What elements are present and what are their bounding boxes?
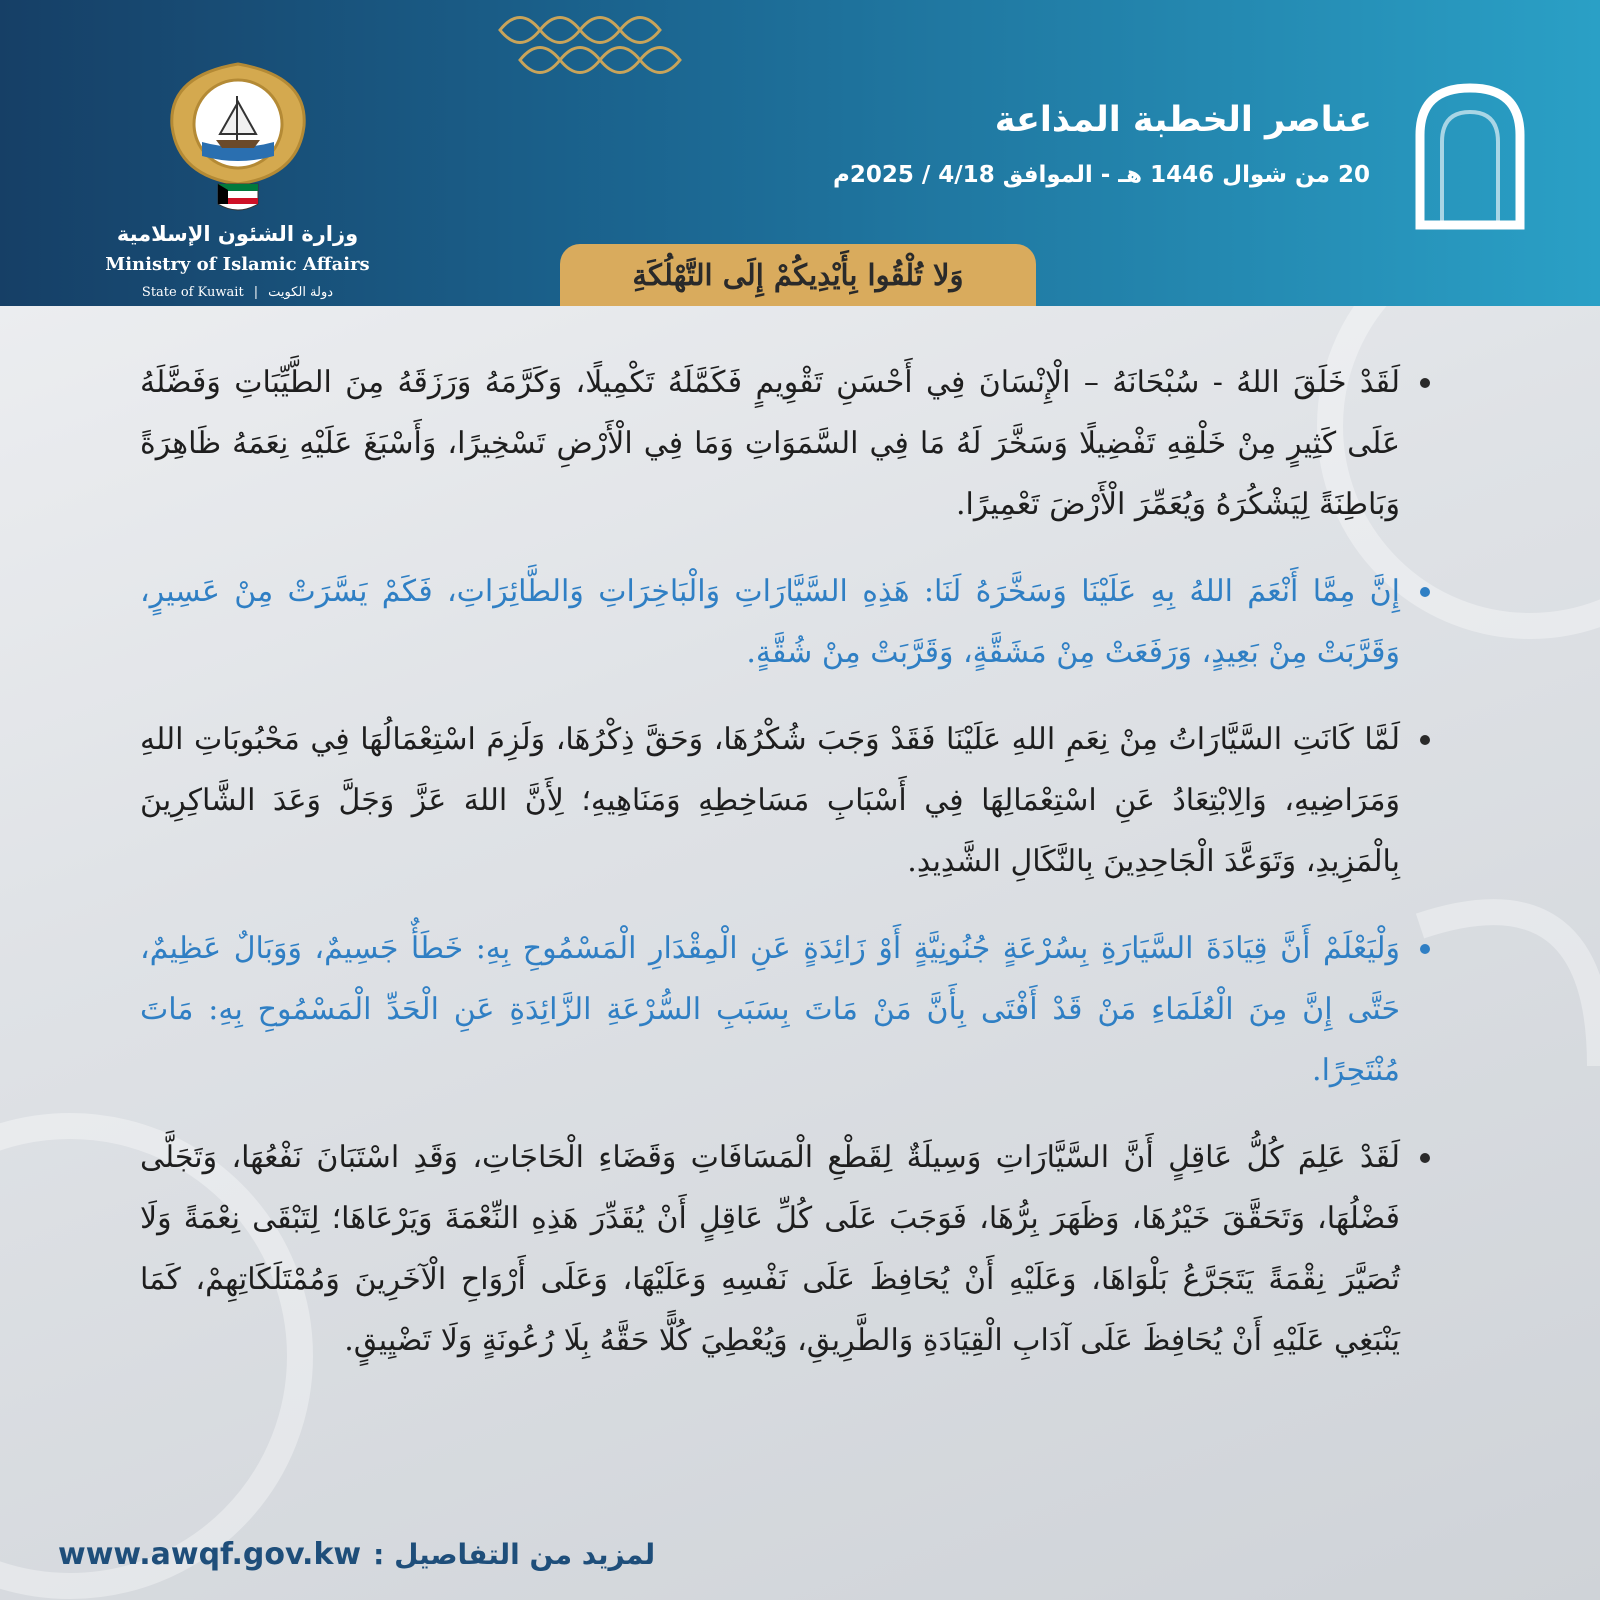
- kuwait-emblem-icon: [158, 56, 318, 216]
- website-link[interactable]: www.awqf.gov.kw: [58, 1536, 362, 1572]
- lattice-ornament-icon: [490, 0, 690, 95]
- state-line: [100, 285, 375, 300]
- paragraph-text: لَقَدْ خَلَقَ اللهُ - سُبْحَانَهُ – الْإِنْسَانَ فِي أَحْسَنِ تَقْوِيمٍ فَكَمَّلَهُ تَكْمِيلًا، وَكَرَّمَهُ وَرَزَقَهُ مِنَ الطَّيِّبَاتِ وَفَضَّلَهُ عَلَى كَثِيرٍ مِنْ خَلْقِهِ تَفْضِيلًا وَسَخَّرَ لَهُ مَا فِي السَّمَوَاتِ وَمَا فِي الْأَرْضِ تَسْخِيرًا، وَأَسْبَغَ عَلَيْهِ نِعَمَهُ ظَاهِرَةً وَبَاطِنَةً لِيَشْكُرَهُ وَيُعَمِّرَ الْأَرْضَ تَعْمِيرًا.: [140, 365, 1400, 522]
- paragraph-text: وَلْيَعْلَمْ أَنَّ قِيَادَةَ السَّيَارَةِ بِسُرْعَةٍ جُنُونِيَّةٍ أَوْ زَائِدَةٍ عَنِ الْمِقْدَارِ الْمَسْمُوحِ بِهِ: خَطَأٌ جَسِيمٌ، وَوَبَالٌ عَظِيمٌ، حَتَّى إِنَّ مِنَ الْعُلَمَاءِ مَنْ قَدْ أَفْتَى بِأَنَّ مَنْ مَاتَ بِسَبَبِ السُّرْعَةِ الزَّائِدَةِ عَنِ الْحَدِّ الْمَسْمُوحِ بِهِ: مَاتَ مُنْتَحِرًا.: [140, 931, 1400, 1088]
- page-title: عناصر الخطبة المذاعة: [994, 100, 1372, 140]
- ministry-name-english: Ministry of Islamic Affairs: [105, 254, 370, 275]
- bullet-icon: [1420, 735, 1430, 745]
- ministry-name-arabic: وزارة الشئون الإسلامية: [116, 222, 359, 246]
- arch-frame-icon: [1410, 80, 1530, 230]
- paragraph-5: [140, 1127, 1430, 1371]
- verse-banner: وَلا تُلْقُوا بِأَيْدِيكُمْ إِلَى التَّهْلُكَةِ: [560, 244, 1036, 306]
- date-line: 20 من شوال 1446 هـ - الموافق 4/18 / 2025م: [832, 162, 1370, 188]
- paragraph-4: [140, 918, 1430, 1101]
- bullet-icon: [1420, 378, 1430, 388]
- paragraph-text: لَمَّا كَانَتِ السَّيَّارَاتُ مِنْ نِعَمِ اللهِ عَلَيْنَا فَقَدْ وَجَبَ شُكْرُهَا، وَحَقَّ ذِكْرُهَا، وَلَزِمَ اسْتِعْمَالُهَا فِي مَحْبُوبَاتِ اللهِ وَمَرَاضِيهِ، وَالِابْتِعَادُ عَنِ اسْتِعْمَالِهَا فِي أَسْبَابِ مَسَاخِطِهِ وَمَنَاهِيهِ؛ لِأَنَّ اللهَ عَزَّ وَجَلَّ وَعَدَ الشَّاكِرِينَ بِالْمَزِيدِ، وَتَوَعَّدَ الْجَاحِدِينَ بِالنَّكَالِ الشَّدِيدِ.: [140, 722, 1400, 879]
- paragraph-3: [140, 709, 1430, 892]
- paragraph-text: لَقَدْ عَلِمَ كُلُّ عَاقِلٍ أَنَّ السَّيَّارَاتِ وَسِيلَةٌ لِقَطْعِ الْمَسَافَاتِ وَقَضَاءِ الْحَاجَاتِ، وَقَدِ اسْتَبَانَ نَفْعُهَا، وَتَجَلَّى فَضْلُهَا، وَتَحَقَّقَ خَيْرُهَا، وَظَهَرَ بِرُّهَا، فَوَجَبَ عَلَى كُلِّ عَاقِلٍ أَنْ يُقَدِّرَ هَذِهِ النِّعْمَةَ وَيَرْعَاهَا؛ لِتَبْقَى نِعْمَةً وَلَا تُصَيَّرَ نِقْمَةً يَتَجَرَّعُ بَلْوَاهَا، وَعَلَيْهِ أَنْ يُحَافِظَ عَلَى نَفْسِهِ وَعَلَيْهَا، وَعَلَى أَرْوَاحِ الْآخَرِينَ وَمُمْتَلَكَاتِهِمْ، كَمَا يَنْبَغِي عَلَيْهِ أَنْ يُحَافِظَ عَلَى آدَابِ الْقِيَادَةِ وَالطَّرِيقِ، وَيُعْطِيَ كُلًّا حَقَّهُ بِلَا رُعُونَةٍ وَلَا تَضْيِيقٍ.: [140, 1140, 1400, 1358]
- header-band: [0, 0, 1600, 306]
- state-separator: |: [253, 285, 259, 300]
- paragraph-2: [140, 561, 1430, 683]
- bullet-icon: [1420, 1153, 1430, 1163]
- state-name-english: State of Kuwait: [141, 285, 244, 300]
- footer-label: لمزيد من التفاصيل :: [373, 1537, 656, 1571]
- paragraph-1: [140, 352, 1430, 535]
- state-name-arabic: دولة الكويت: [268, 285, 334, 300]
- sermon-content: [140, 352, 1430, 1397]
- bullet-icon: [1420, 944, 1430, 954]
- footer: [58, 1529, 658, 1579]
- bullet-icon: [1420, 587, 1430, 597]
- paragraph-text: إِنَّ مِمَّا أَنْعَمَ اللهُ بِهِ عَلَيْنَا وَسَخَّرَهُ لَنَا: هَذِهِ السَّيَّارَاتِ وَالْبَاخِرَاتِ وَالطَّائِرَاتِ، فَكَمْ يَسَّرَتْ مِنْ عَسِيرٍ، وَقَرَّبَتْ مِنْ بَعِيدٍ، وَرَفَعَتْ مِنْ مَشَقَّةٍ، وَقَرَّبَتْ مِنْ شُقَّةٍ.: [140, 574, 1400, 670]
